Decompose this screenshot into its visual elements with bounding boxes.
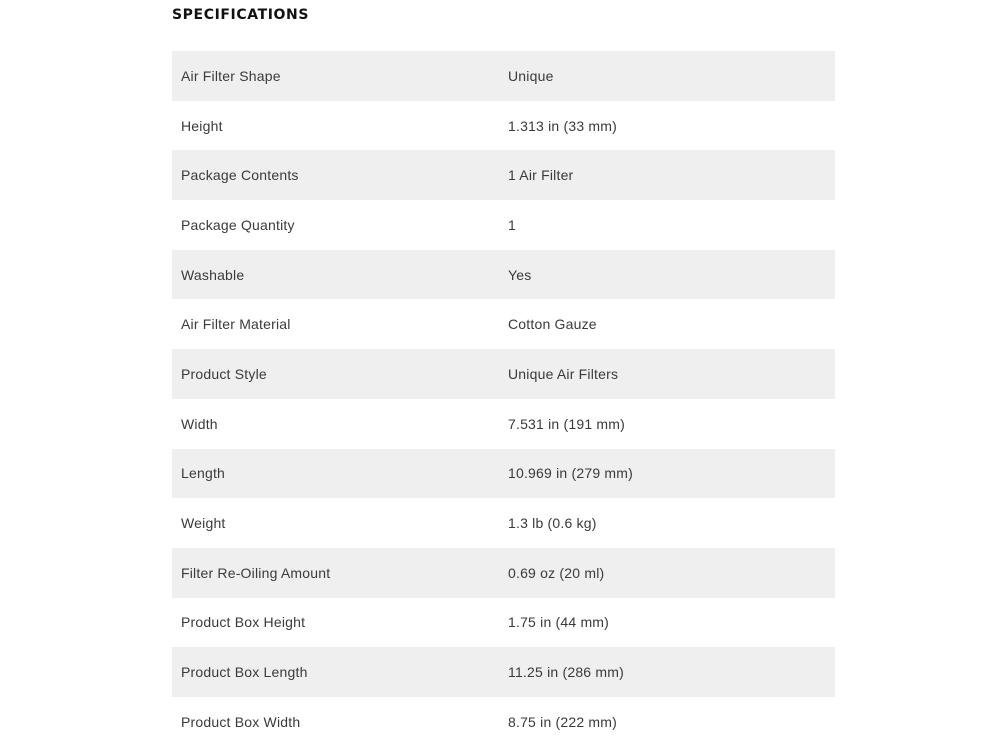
- spec-value: Yes: [508, 266, 532, 283]
- spec-value: 10.969 in (279 mm): [508, 465, 633, 482]
- table-row: [172, 349, 835, 399]
- specifications-table: [172, 51, 835, 747]
- table-row: [172, 548, 835, 598]
- spec-value: 1 Air Filter: [508, 167, 574, 184]
- spec-label: Package Quantity: [181, 216, 295, 233]
- spec-label: Air Filter Material: [181, 316, 291, 333]
- table-row: [172, 697, 835, 747]
- spec-label: Length: [181, 465, 226, 482]
- table-row: [172, 449, 835, 499]
- spec-label: Package Contents: [181, 167, 299, 184]
- spec-label: Air Filter Shape: [181, 67, 281, 84]
- spec-label: Product Box Width: [181, 713, 301, 730]
- spec-value: 1.3 lb (0.6 kg): [508, 515, 597, 532]
- spec-label: Weight: [181, 515, 226, 532]
- table-row: [172, 498, 835, 548]
- spec-label: Filter Re-Oiling Amount: [181, 564, 331, 581]
- table-row: [172, 299, 835, 349]
- spec-label: Product Box Height: [181, 614, 306, 631]
- spec-value: 1.75 in (44 mm): [508, 614, 610, 631]
- spec-label: Washable: [181, 266, 245, 283]
- spec-label: Height: [181, 117, 223, 134]
- table-row: [172, 647, 835, 697]
- spec-value: 1.313 in (33 mm): [508, 117, 618, 134]
- spec-value: 8.75 in (222 mm): [508, 713, 618, 730]
- spec-value: 11.25 in (286 mm): [508, 664, 624, 681]
- spec-value: Unique: [508, 67, 554, 84]
- table-row: [172, 101, 835, 151]
- table-row: [172, 250, 835, 300]
- table-row: [172, 200, 835, 250]
- table-row: [172, 598, 835, 648]
- spec-value: 1: [508, 216, 516, 233]
- spec-value: Cotton Gauze: [508, 316, 597, 333]
- table-row: [172, 150, 835, 200]
- spec-value: Unique Air Filters: [508, 365, 619, 382]
- spec-label: Product Style: [181, 365, 267, 382]
- spec-value: 0.69 oz (20 ml): [508, 564, 605, 581]
- spec-label: Product Box Length: [181, 664, 308, 681]
- section-title: SPECIFICATIONS: [172, 7, 310, 23]
- spec-value: 7.531 in (191 mm): [508, 415, 626, 432]
- table-row: [172, 399, 835, 449]
- spec-label: Width: [181, 415, 218, 432]
- table-row: [172, 51, 835, 101]
